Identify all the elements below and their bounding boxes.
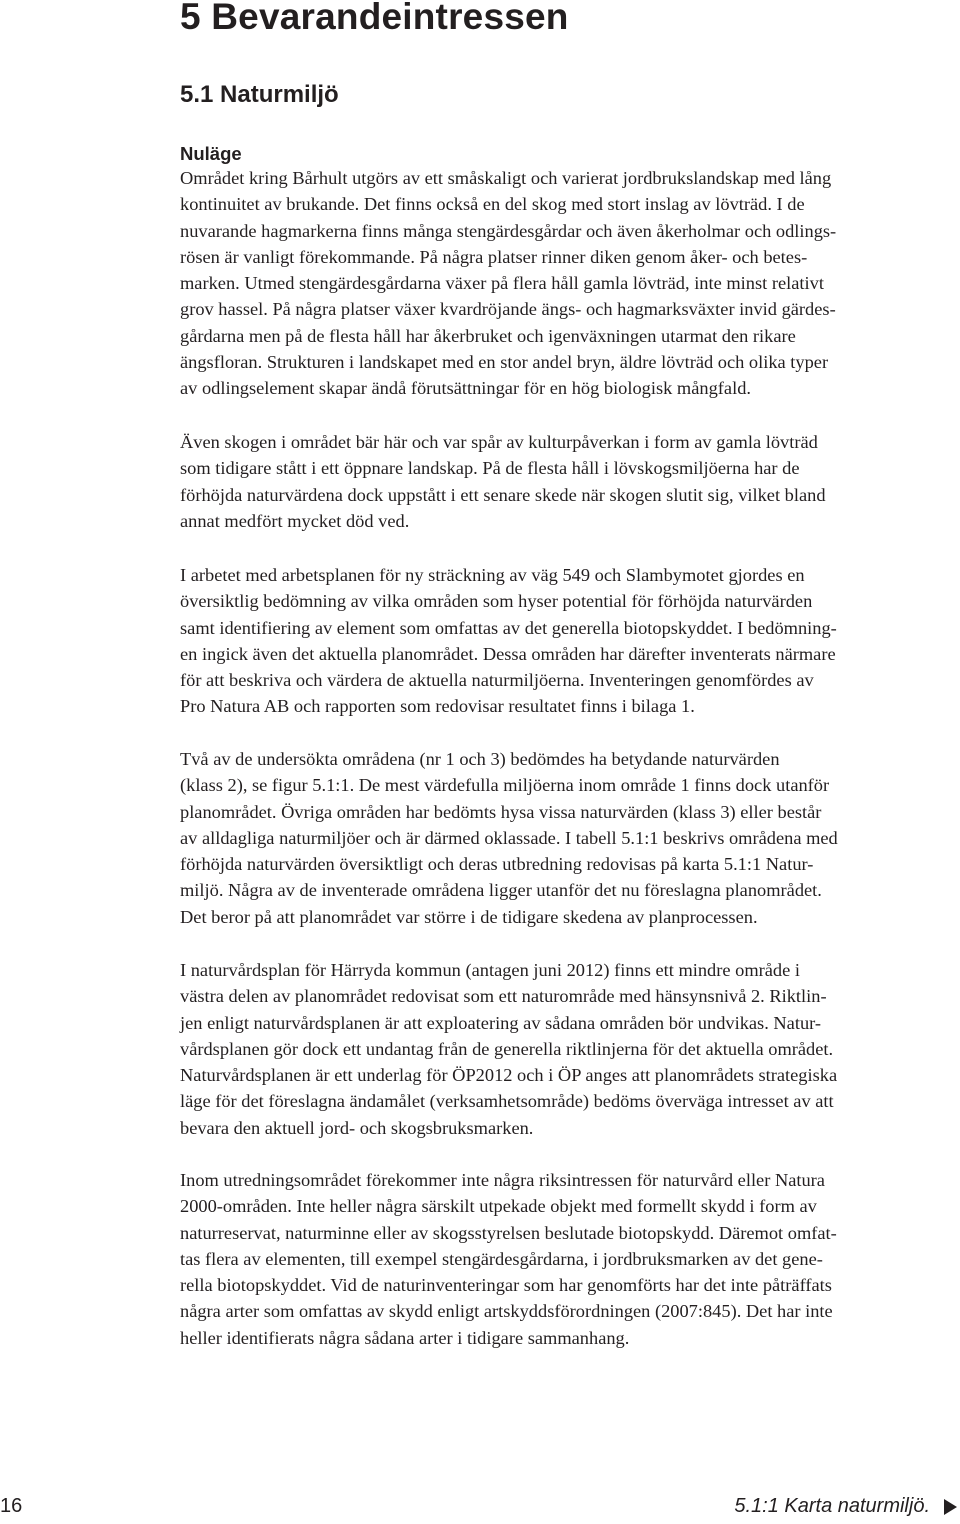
text-line: annat medfört mycket död ved.: [180, 510, 410, 531]
text-line: ängsfloran. Strukturen i landskapet med en stor andel bryn, äldre lövträd och olika typer: [180, 352, 829, 373]
subheading: Nuläge: [180, 143, 242, 164]
text-line: vårdsplanen gör dock ett undantag från de generella riktlinjerna för det aktuella området.: [180, 1038, 834, 1059]
text-line: miljö. Några av de inventerade områdena ligger utanför det nu föreslagna planområdet.: [180, 880, 822, 901]
paragraph-3: [180, 562, 837, 720]
text-line: Inom utredningsområdet förekommer inte några riksintressen för naturvård eller Natura: [180, 1170, 825, 1190]
text-line: Området kring Bårhult utgörs av ett småskaligt och varierat jordbrukslandskap med lång: [180, 168, 832, 188]
text-line: I naturvårdsplan för Härryda kommun (antagen juni 2012) finns ett mindre område i: [180, 960, 800, 980]
text-line: 2000-områden. Inte heller några särskilt utpekade objekt med formellt skydd i form av: [180, 1196, 817, 1217]
text-line: jen enligt naturvårdsplanen är att exploatering av sådana områden bör undvikas. Natur-: [180, 1012, 822, 1033]
paragraph-5: [180, 957, 837, 1141]
text-line: läge för det föreslagna ändamålet (verksamhetsområde) bedöms överväga intresset av att: [180, 1091, 834, 1112]
text-line: (klass 2), se figur 5.1:1. De mest värdefulla miljöerna inom område 1 finns dock utanför: [180, 775, 830, 796]
text-line: marken. Utmed stengärdesgårdarna växer på flera håll gamla lövträd, inte minst relativt: [180, 273, 824, 294]
chapter-title: 5 Bevarandeintressen: [180, 0, 569, 37]
map-reference-link[interactable]: 5.1:1 Karta naturmiljö.: [734, 1495, 930, 1517]
text-line: tas flera av elementen, till exempel stengärdesgårdarna, i jordbruksmarken av det gene-: [180, 1248, 823, 1269]
text-line: Även skogen i området bär här och var spår av kulturpåverkan i form av gamla lövträd: [180, 432, 818, 452]
text-line: nuvarande hagmarkerna finns många stengärdesgårdar och även åkerholmar och odlings-: [180, 220, 837, 241]
text-line: västra delen av planområdet redovisat som ett naturområde med hänsynsnivå 2. Riktlin-: [180, 986, 827, 1007]
text-line: grov hassel. På några platser växer kvardröjande ängs- och hagmarksväxter invid gärdes-: [180, 299, 836, 320]
text-line: rösen är vanligt förekommande. På några platser rinner diken genom åker- och betes-: [180, 246, 808, 267]
text-line: av odlingselement skapar ändå förutsättningar för en hög biologisk mångfald.: [180, 378, 751, 399]
text-line: samt identifiering av element som omfattas av det generella biotopskyddet. I bedömning-: [180, 617, 837, 638]
text-line: Det beror på att planområdet var större i de tidigare skedena av planprocessen.: [180, 906, 758, 927]
text-line: I arbetet med arbetsplanen för ny sträckning av väg 549 och Slambymotet gjordes en: [180, 565, 805, 585]
text-line: kontinuitet av brukande. Det finns också en del skog med stort inslag av lövträd. I de: [180, 194, 805, 215]
text-line: Pro Natura AB och rapporten som redovisar resultatet finns i bilaga 1.: [180, 696, 695, 717]
text-line: gårdarna men på de flesta håll har åkerbruket och igenväxningen utarmat den rikare: [180, 325, 796, 346]
text-line: en ingick även det aktuella planområdet. Dessa områden har därefter inventerats närmare: [180, 643, 836, 664]
text-line: för att beskriva och värdera de aktuella naturmiljöerna. Inventeringen genomfördes av: [180, 670, 814, 691]
text-line: några arter som omfattas av skydd enligt artskyddsförordningen (2007:845). Det har inte: [180, 1301, 833, 1322]
text-line: förhöjda naturvärden översiktligt och deras utbredning redovisas på karta 5.1:1 Natur-: [180, 854, 814, 875]
text-line: översiktlig bedömning av vilka områden som hyser potential för förhöjda naturvärden: [180, 591, 813, 612]
text-line: heller identifierats några sådana arter i tidigare sammanhang.: [180, 1327, 630, 1348]
text-line: Naturvårdsplanen är ett underlag för ÖP2012 och i ÖP anges att planområdets strategiska: [180, 1065, 838, 1086]
text-line: bevara den aktuell jord- och skogsbruksmarken.: [180, 1117, 534, 1138]
paragraph-4: [180, 746, 838, 930]
text-line: naturreservat, naturminne eller av skogsstyrelsen beslutade biotopskydd. Däremot omfat-: [180, 1222, 837, 1243]
text-line: av alldagliga naturmiljöer och är därmed oklassade. I tabell 5.1:1 beskrivs områdena med: [180, 827, 838, 848]
arrow-right-icon[interactable]: [944, 1499, 957, 1515]
paragraph-2: [180, 429, 826, 534]
paragraph-1: [180, 165, 836, 402]
text-line: Två av de undersökta områdena (nr 1 och 3) bedömdes ha betydande naturvärden: [180, 749, 780, 769]
section-title: 5.1 Naturmiljö: [180, 81, 339, 108]
text-line: förhöjda naturvärdena dock uppstått i ett senare skede när skogen slutit sig, vilket bland: [180, 484, 826, 505]
page-number: 16: [0, 1495, 23, 1517]
text-line: som tidigare stått i ett öppnare landskap. På de flesta håll i lövskogsmiljöerna har de: [180, 458, 800, 479]
text-line: planområdet. Övriga områden har bedömts hysa vissa naturvärden (klass 3) eller består: [180, 801, 822, 822]
paragraph-6: [180, 1167, 837, 1351]
text-line: rella biotopskyddet. Vid de naturinventeringar som har genomförts har det inte påträffats: [180, 1275, 832, 1296]
